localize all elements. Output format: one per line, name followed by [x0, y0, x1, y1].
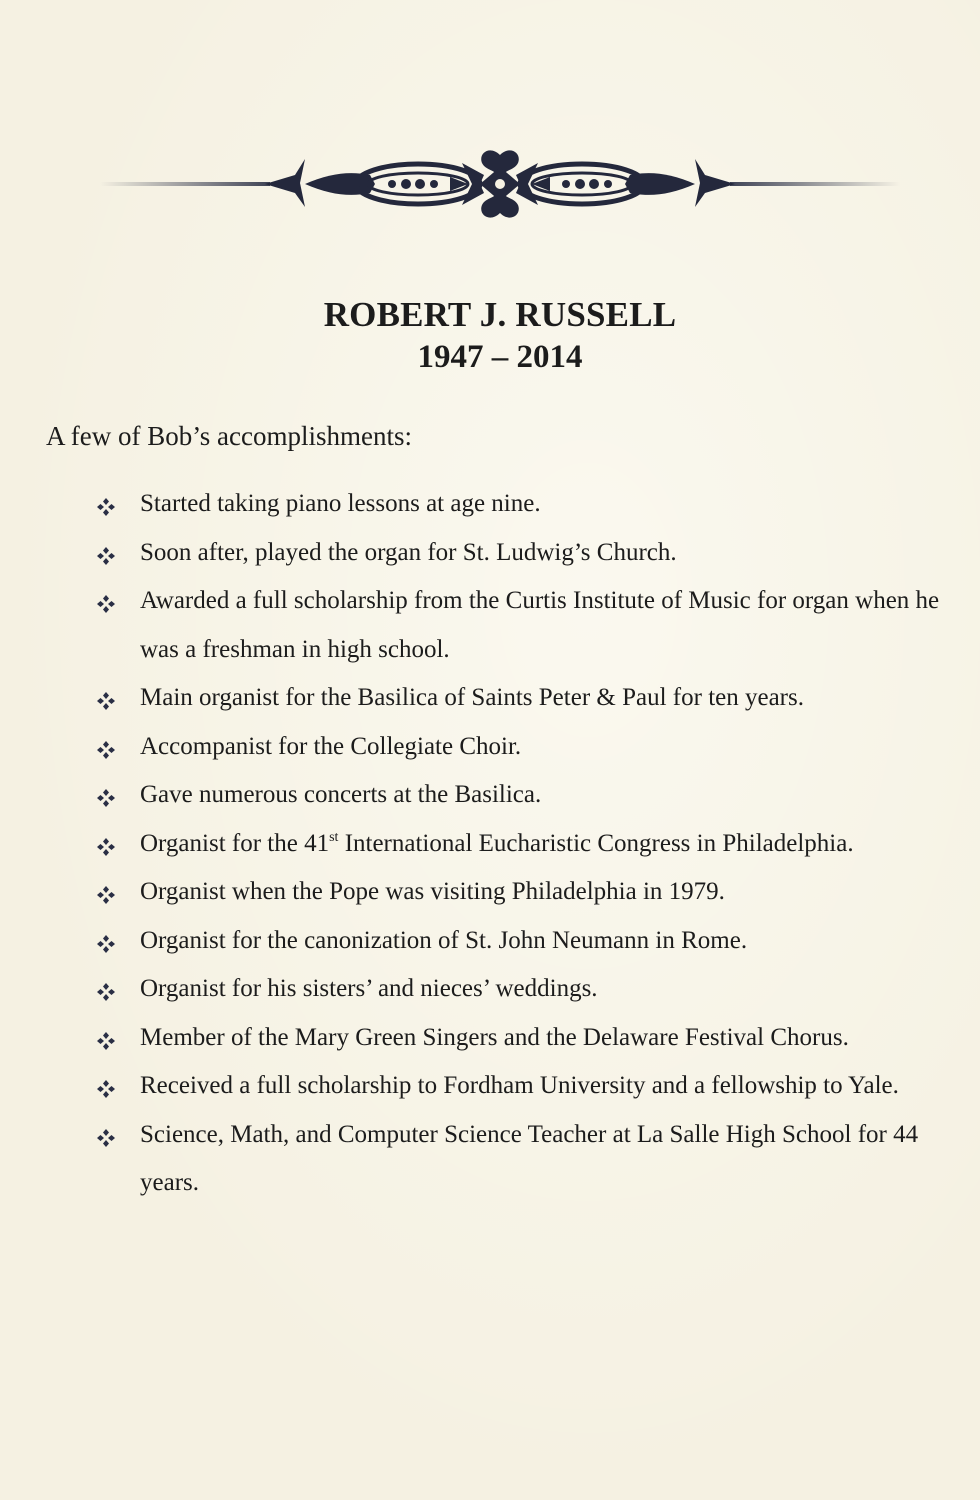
- list-item: [94, 820, 964, 869]
- list-item: [94, 917, 964, 966]
- scroll-ornament-icon: [100, 145, 900, 225]
- list-item: [94, 674, 964, 723]
- diamond-bullet-icon: [94, 786, 118, 810]
- diamond-bullet-icon: [94, 738, 118, 762]
- list-item: [94, 771, 964, 820]
- accomplishment-text-after: International Eucharistic Congress in Philadelphia.: [338, 829, 854, 857]
- diamond-bullet-icon: [94, 980, 118, 1004]
- accomplishment-text: Soon after, played the organ for St. Ludwig’s Church.: [140, 538, 677, 566]
- memorial-name: ROBERT J. RUSSELL: [323, 295, 677, 334]
- accomplishment-text: Member of the Mary Green Singers and the Delaware Festival Chorus.: [140, 1023, 849, 1051]
- accomplishment-text-before: Organist for the 41: [140, 829, 330, 857]
- accomplishment-text: Science, Math, and Computer Science Teacher at La Salle High School for 44 years.: [140, 1120, 919, 1196]
- list-item: [94, 723, 964, 772]
- memorial-years: 1947 – 2014: [417, 339, 583, 375]
- accomplishment-text: Awarded a full scholarship from the Curtis Institute of Music for organ when he was a freshman in high school.: [140, 587, 940, 663]
- list-item: [94, 1062, 964, 1111]
- ordinal-superscript: st: [329, 829, 339, 845]
- accomplishment-text: Accompanist for the Collegiate Choir.: [140, 732, 522, 760]
- list-item: [94, 480, 964, 529]
- diamond-bullet-icon: [94, 544, 118, 568]
- list-item: [94, 529, 964, 578]
- diamond-bullet-icon: [94, 883, 118, 907]
- list-item: [94, 1111, 964, 1208]
- accomplishment-text: Received a full scholarship to Fordham University and a fellowship to Yale.: [140, 1072, 899, 1099]
- accomplishment-text: Main organist for the Basilica of Saints Peter & Paul for ten years.: [140, 684, 804, 711]
- diamond-bullet-icon: [94, 689, 118, 713]
- diamond-bullet-icon: [94, 592, 118, 616]
- diamond-bullet-icon: [94, 1126, 118, 1150]
- intro-text: A few of Bob’s accomplishments:: [46, 421, 412, 451]
- accomplishment-text: Organist when the Pope was visiting Philadelphia in 1979.: [140, 878, 725, 905]
- accomplishment-text: Organist for his sisters’ and nieces’ weddings.: [140, 975, 598, 1002]
- diamond-bullet-icon: [94, 835, 118, 859]
- accomplishments-list: [94, 480, 964, 1208]
- diamond-bullet-icon: [94, 1029, 118, 1053]
- diamond-bullet-icon: [94, 1077, 118, 1101]
- diamond-bullet-icon: [94, 932, 118, 956]
- accomplishment-text: Organist for the canonization of St. John Neumann in Rome.: [140, 926, 748, 954]
- accomplishment-text: Gave numerous concerts at the Basilica.: [140, 781, 542, 808]
- accomplishment-text: Started taking piano lessons at age nine.: [140, 490, 541, 517]
- list-item: [94, 1014, 964, 1063]
- list-item: [94, 868, 964, 917]
- diamond-bullet-icon: [94, 495, 118, 519]
- list-item: [94, 577, 964, 674]
- list-item: [94, 965, 964, 1014]
- accomplishment-text: [140, 830, 854, 857]
